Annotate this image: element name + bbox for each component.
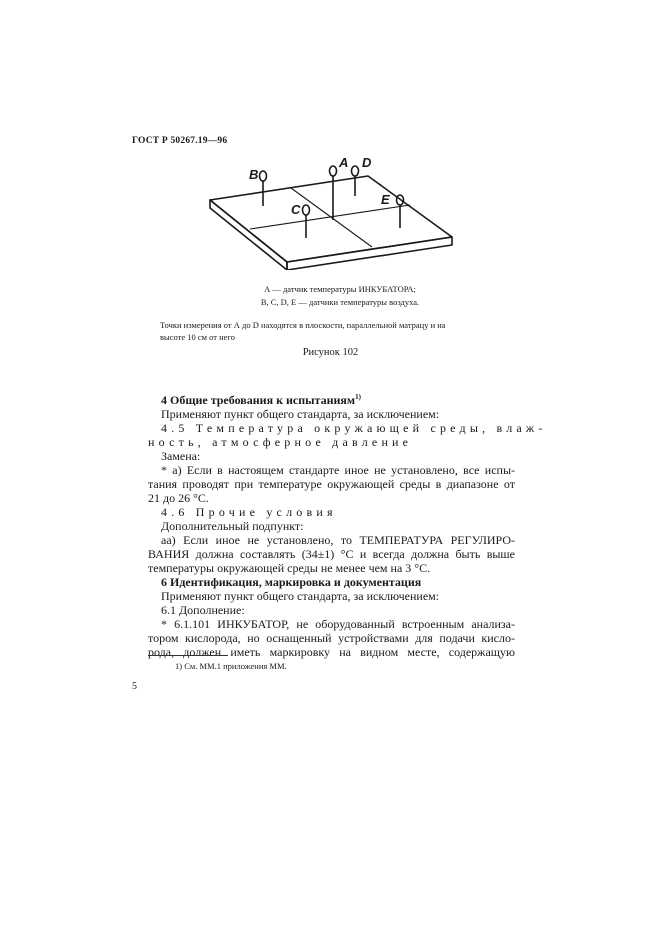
footnote-ref: 1) xyxy=(355,393,361,401)
mattress-front xyxy=(210,200,287,270)
subsection-6-1: 6.1 Дополнение: xyxy=(161,603,245,617)
mattress-divider-short xyxy=(291,188,372,247)
subsection-4-5-line1: 4.5 Температура окружающей среды, влаж- xyxy=(161,421,547,435)
section-6-apply: Применяют пункт общего стандарта, за исключением: xyxy=(161,589,440,603)
footnote-divider xyxy=(148,655,228,656)
figure-title: Рисунок 102 xyxy=(302,347,359,358)
para-6-1-101-line3: рода, должен иметь маркировку на видном месте, содержащую xyxy=(148,645,515,659)
figure-note-line2: высоте 10 см от него xyxy=(160,332,235,342)
sensor-d-icon xyxy=(352,166,359,176)
footnote: 1) См. ММ.1 приложения ММ. xyxy=(175,661,287,671)
replace-label: Замена: xyxy=(161,449,201,463)
figure-mattress-sensors xyxy=(205,150,465,270)
para-aa-line3: температуры окружающей среды не менее чем на 3 °С. xyxy=(148,561,431,575)
subsection-4-6: 4.6 Прочие условия xyxy=(161,505,337,519)
sensor-a-icon xyxy=(330,166,337,176)
page-number: 5 xyxy=(132,681,137,692)
para-a-line1: * а) Если в настоящем стандарте иное не установлено, все испы- xyxy=(161,463,515,477)
sensor-label-e: E xyxy=(381,192,390,207)
mattress-right xyxy=(287,237,452,270)
section-4-apply: Применяют пункт общего стандарта, за исключением: xyxy=(161,407,440,421)
sensor-label-b: B xyxy=(249,167,259,182)
sensor-label-d: D xyxy=(362,155,372,170)
para-aa-line2: ВАНИЯ должна составлять (34±1) °С и всегда должна быть выше xyxy=(148,547,515,561)
section-6-heading: 6 Идентификация, маркировка и документация xyxy=(161,575,422,589)
sensor-c-icon xyxy=(303,205,310,215)
section-4-heading: 4 Общие требования к испытаниям$^{1)}$ xyxy=(161,393,361,407)
document-header: ГОСТ Р 50267.19—96 xyxy=(132,136,228,146)
mattress-top xyxy=(210,176,452,262)
figure-caption-line2: B, C, D, E — датчики температуры воздуха. xyxy=(260,297,420,307)
figure-note-line1: Точки измерения от А до D находятся в плоскости, параллельной матрацу и на xyxy=(160,320,446,330)
additional-label: Дополнительный подпункт: xyxy=(161,519,304,533)
sensor-b-icon xyxy=(260,171,267,181)
para-aa-line1: аа) Если иное не установлено, то ТЕМПЕРАТУРА РЕГУЛИРО- xyxy=(161,533,515,547)
para-a-line3: 21 до 26 °С. xyxy=(148,491,209,505)
figure-caption-line1: А — датчик температуры ИНКУБАТОРА; xyxy=(264,284,416,294)
para-6-1-101-line2: тором кислорода, но оснащенный устройствами для подачи кисло- xyxy=(148,631,515,645)
subsection-4-5-line2: ность, атмосферное давление xyxy=(148,435,413,449)
para-6-1-101-line1: * 6.1.101 ИНКУБАТОР, не оборудованный встроенным анализа- xyxy=(161,617,515,631)
sensor-label-a: A xyxy=(339,155,349,170)
para-a-line2: тания проводят при температуре окружающей среды в диапазоне от xyxy=(148,477,515,491)
sensor-label-c: C xyxy=(291,202,301,217)
